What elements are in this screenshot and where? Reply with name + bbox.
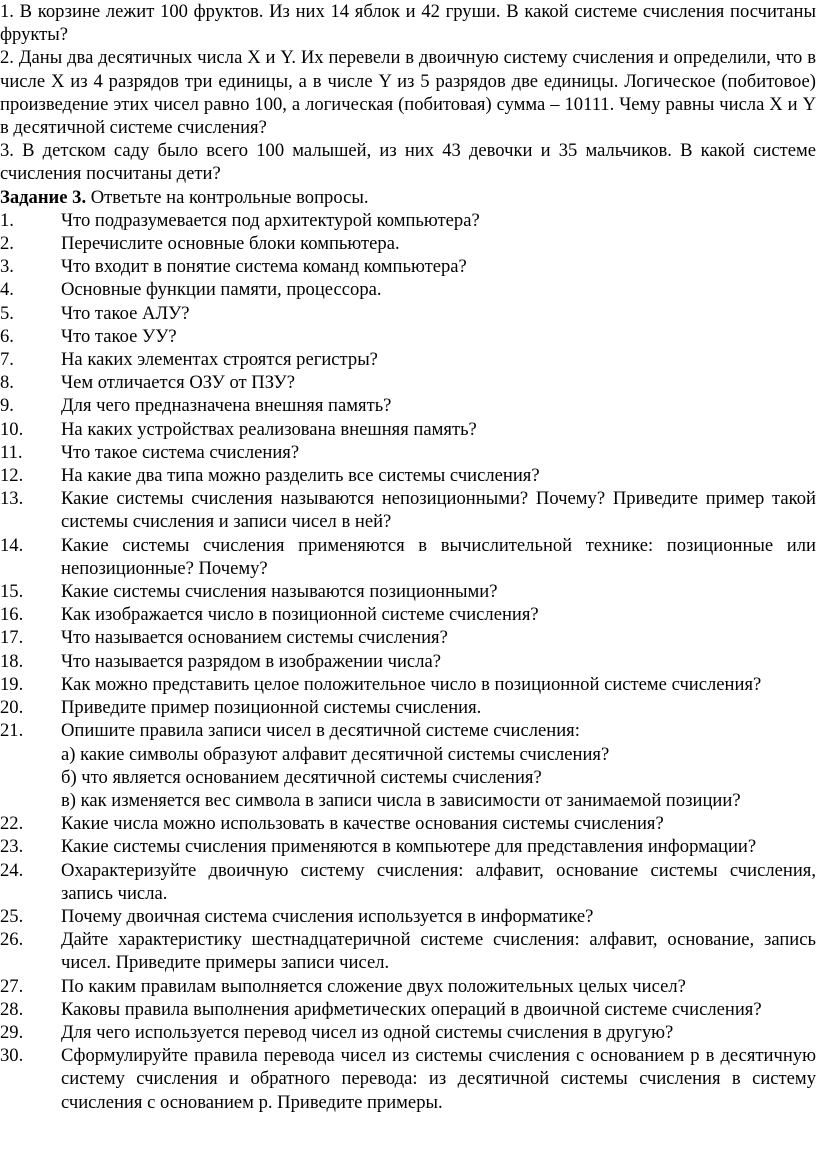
question-item bbox=[0, 255, 816, 278]
question-item bbox=[0, 835, 816, 858]
question-item bbox=[0, 371, 816, 394]
question-item bbox=[0, 928, 816, 974]
question-number: 25. bbox=[0, 905, 24, 927]
question-item bbox=[0, 325, 816, 348]
questions-list bbox=[0, 209, 816, 1114]
question-item bbox=[0, 441, 816, 464]
question-subitem: в) как изменяется вес символа в записи числа в зависимости от занимаемой позиции? bbox=[61, 789, 741, 811]
question-text: Опишите правила записи чисел в десятичной системе счисления: bbox=[61, 720, 580, 742]
question-text: Какие системы счисления называются позиционными? bbox=[61, 581, 498, 603]
question-item bbox=[0, 418, 816, 441]
question-number: 17. bbox=[0, 627, 24, 649]
question-text: Приведите пример позиционной системы счисления. bbox=[61, 697, 482, 719]
problem-2: 2. Даны два десятичных числа X и Y. Их перевели в двоичную систему счисления и определили, что в числе X из 4 разрядов три единицы, а в числе Y из 5 разрядов две единицы. Логическое (побитовое) произведение этих чисел равно 100, а логическая (побитовая) сумма – 10111. Чему равны числа X и Y в десятичной системе счисления? bbox=[0, 47, 816, 139]
task-text: Ответьте на контрольные вопросы. bbox=[86, 186, 369, 208]
question-number: 16. bbox=[0, 604, 24, 626]
question-item bbox=[0, 394, 816, 417]
question-number: 29. bbox=[0, 1021, 24, 1043]
problem-1: 1. В корзине лежит 100 фруктов. Из них 14 яблок и 42 груши. В какой системе счисления посчитаны фрукты? bbox=[0, 1, 816, 46]
question-text: Что называется основанием системы счисления? bbox=[61, 627, 448, 649]
question-text: Чем отличается ОЗУ от ПЗУ? bbox=[61, 372, 295, 394]
question-item bbox=[0, 487, 816, 533]
question-number: 9. bbox=[0, 395, 14, 417]
question-number: 23. bbox=[0, 836, 24, 858]
question-text: Перечислите основные блоки компьютера. bbox=[61, 233, 400, 255]
question-number: 7. bbox=[0, 349, 14, 371]
question-number: 28. bbox=[0, 998, 24, 1020]
question-item bbox=[0, 580, 816, 603]
question-number: 3. bbox=[0, 256, 14, 278]
question-number: 12. bbox=[0, 465, 24, 487]
problem-3: 3. В детском саду было всего 100 малышей, из них 43 девочки и 35 мальчиков. В какой системе счисления посчитаны дети? bbox=[0, 140, 816, 185]
question-item bbox=[0, 278, 816, 301]
question-number: 22. bbox=[0, 813, 24, 835]
question-number: 14. bbox=[0, 534, 24, 556]
question-number: 15. bbox=[0, 581, 24, 603]
question-text: Какие системы счисления называются непозиционными? Почему? Приведите пример такой системы счисления и записи чисел в ней? bbox=[61, 488, 816, 533]
question-number: 19. bbox=[0, 673, 24, 695]
question-text: Охарактеризуйте двоичную систему счисления: алфавит, основание системы счисления, запись числа. bbox=[61, 859, 816, 904]
question-text: Для чего предназначена внешняя память? bbox=[61, 395, 392, 417]
question-number: 18. bbox=[0, 650, 24, 672]
task-label: Задание 3. bbox=[0, 186, 87, 208]
question-text: Что такое система счисления? bbox=[61, 441, 300, 463]
question-text: На каких устройствах реализована внешняя память? bbox=[61, 418, 477, 440]
question-text: Какие системы счисления применяются в компьютере для представления информации? bbox=[61, 836, 757, 858]
question-item bbox=[0, 1021, 816, 1044]
question-number: 21. bbox=[0, 720, 24, 742]
question-item bbox=[0, 696, 816, 719]
question-item bbox=[0, 975, 816, 998]
task-heading bbox=[0, 186, 816, 209]
question-text: На какие два типа можно разделить все системы счисления? bbox=[61, 465, 540, 487]
question-number: 4. bbox=[0, 279, 14, 301]
question-text: Что такое УУ? bbox=[61, 325, 177, 347]
question-item bbox=[0, 603, 816, 626]
question-item bbox=[0, 719, 816, 812]
question-item bbox=[0, 650, 816, 673]
question-text: Что подразумевается под архитектурой компьютера? bbox=[61, 209, 480, 231]
question-text: Почему двоичная система счисления используется в информатике? bbox=[61, 905, 594, 927]
question-text: Сформулируйте правила перевода чисел из системы счисления с основанием p в десятичную систему счисления и обратного перевода: из десятичной системы счисления в систему счисления с основанием p. Приведите примеры. bbox=[61, 1045, 816, 1113]
question-text: Что такое АЛУ? bbox=[61, 302, 190, 324]
question-item bbox=[0, 348, 816, 371]
question-text: Что называется разрядом в изображении числа? bbox=[61, 650, 441, 672]
question-number: 5. bbox=[0, 302, 14, 324]
question-text: На каких элементах строятся регистры? bbox=[61, 349, 378, 371]
question-item bbox=[0, 859, 816, 905]
question-number: 30. bbox=[0, 1045, 24, 1067]
question-number: 13. bbox=[0, 488, 24, 510]
question-text: Что входит в понятие система команд компьютера? bbox=[61, 256, 467, 278]
question-text: Какие системы счисления применяются в вычислительной технике: позиционные или непозиционные? Почему? bbox=[61, 534, 816, 579]
question-item bbox=[0, 302, 816, 325]
question-number: 8. bbox=[0, 372, 14, 394]
question-number: 6. bbox=[0, 325, 14, 347]
question-item bbox=[0, 534, 816, 580]
question-number: 2. bbox=[0, 233, 14, 255]
question-text: Основные функции памяти, процессора. bbox=[61, 279, 382, 301]
question-number: 27. bbox=[0, 975, 24, 997]
question-number: 24. bbox=[0, 859, 24, 881]
question-text: Какие числа можно использовать в качестве основания системы счисления? bbox=[61, 813, 664, 835]
question-item bbox=[0, 998, 816, 1021]
question-item bbox=[0, 905, 816, 928]
question-text: Как можно представить целое положительное число в позиционной системе счисления? bbox=[61, 673, 762, 695]
question-item bbox=[0, 673, 816, 696]
question-number: 1. bbox=[0, 209, 14, 231]
question-item bbox=[0, 1044, 816, 1114]
question-text: Дайте характеристику шестнадцатеричной системе счисления: алфавит, основание, запись чисел. Приведите примеры записи чисел. bbox=[61, 929, 816, 974]
question-text: Как изображается число в позиционной системе счисления? bbox=[61, 604, 539, 626]
question-item bbox=[0, 464, 816, 487]
question-number: 10. bbox=[0, 418, 24, 440]
question-item bbox=[0, 209, 816, 232]
question-text: По каким правилам выполняется сложение двух положительных целых чисел? bbox=[61, 975, 686, 997]
question-text: Каковы правила выполнения арифметических операций в двоичной системе счисления? bbox=[61, 998, 762, 1020]
question-item bbox=[0, 812, 816, 835]
question-number: 20. bbox=[0, 697, 24, 719]
question-text: Для чего используется перевод чисел из одной системы счисления в другую? bbox=[61, 1021, 674, 1043]
question-number: 11. bbox=[0, 441, 23, 463]
question-number: 26. bbox=[0, 929, 24, 951]
question-subitem: а) какие символы образуют алфавит десятичной системы счисления? bbox=[61, 743, 610, 765]
question-subitem: б) что является основанием десятичной системы счисления? bbox=[61, 766, 542, 788]
question-item bbox=[0, 626, 816, 649]
question-item bbox=[0, 232, 816, 255]
